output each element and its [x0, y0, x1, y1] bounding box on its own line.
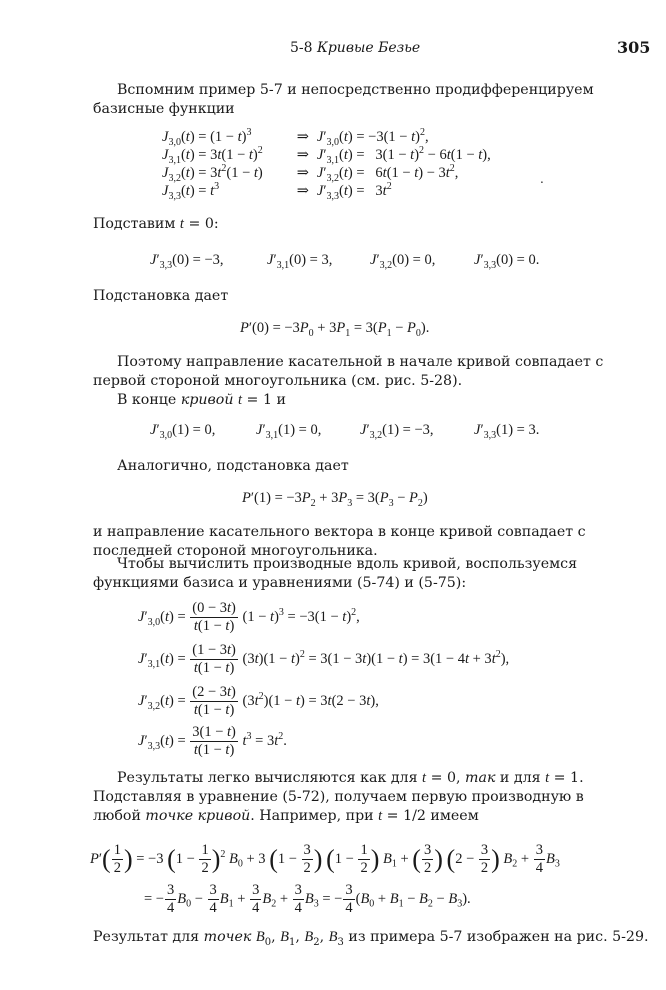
frac-eq-rhs: $(1 - t)^3 = -3(1 - t)^2$, — [242, 607, 360, 625]
section-number: 5-8 — [290, 40, 313, 56]
paragraph-intro: Вспомним пример 5-7 и непосредственно продифференцируем базисные функции — [93, 82, 594, 117]
final-eq-line2: = − $\frac{3}{4}$ $B_0$ − $\frac{3}{4}$ $B_1$ + $\frac{3}{4}$ $B_2$ + $\frac{3}{4}$ $B_3$ = − $\frac{3}{4}$ $(B_0 + B_1 - B_2 - B_3)$. — [144, 882, 471, 916]
implies-arrow: ⇒ — [296, 183, 309, 199]
basis-function: $J_{3,0}(t) = (1 - t)^3$ — [162, 127, 252, 148]
paragraph-substitute-t0: Подставим t = 0: — [93, 216, 219, 232]
implies-arrow: ⇒ — [296, 147, 309, 163]
basis-function: $J_{3,1}(t) = 3t(1 - t)^2$ — [162, 145, 263, 166]
eq-t1-2: $J'_{3,1}(1) = 0$, — [256, 422, 322, 441]
fraction: $\frac{3(1 - t)}{t(1 - t)}$ — [192, 724, 236, 758]
eq-t0-3: $J'_{3,2}(0) = 0$, — [370, 252, 436, 271]
final-eq-line1: P′( $\frac{1}{2}$ ) = −3 (1 − $\frac{1}{2}$ )$^2$ $B_0 + 3$ (1 − $\frac{3}{2}$ ) (1 − $\frac{1}{2}$ ) $B_1$ + ( $\frac{3}{2}$ ) (2 − $\frac{3}{2}$ ) $B_2$ + $\frac{3}{4}$ $B_3$ — [90, 842, 560, 876]
eq-p-prime-1: $P'(1) = -3P_2 + 3P_3 = 3(P_3 - P_2)$ — [242, 490, 428, 509]
frac-eq-rhs: $t^3 = 3t^2$. — [242, 731, 287, 749]
eq-t0-1: $J'_{3,3}(0) = -3$, — [150, 252, 224, 271]
paragraph-similarly: Аналогично, подстановка дает — [117, 458, 349, 474]
frac-eq-j30 — [138, 600, 360, 635]
deriv-row — [158, 146, 495, 164]
paragraph-substitution-gives: Подстановка дает — [93, 288, 229, 304]
frac-eq-j31 — [138, 642, 509, 677]
basis-derivative: $J'_{3,1}(t) = 3(1 - t)^2 - 6t(1 - t)$, — [316, 145, 491, 166]
eq-p-prime-0: $P'(0) = -3P_0 + 3P_1 = 3(P_1 - P_0)$. — [240, 320, 430, 339]
page-number: 305 — [617, 38, 651, 57]
deriv-row — [158, 164, 495, 182]
derivatives-table — [158, 128, 495, 200]
running-title — [290, 40, 420, 56]
paragraph-compute-derivatives: Чтобы вычислить производные вдоль кривой, воспользуемся функциями базиса и уравнениями (5-74) и (5-75): — [93, 556, 578, 591]
fraction: $\frac{(1 - 3t)}{t(1 - t)}$ — [192, 642, 236, 676]
frac-eq-lhs: $J'_{3,1}(t)$ = — [138, 650, 186, 670]
eq-t1-4: $J'_{3,3}(1) = 3$. — [474, 422, 540, 441]
eq-t0-4: $J'_{3,3}(0) = 0$. — [474, 252, 540, 271]
deriv-row — [158, 128, 495, 146]
paragraph-results: Результаты легко вычисляются как для t = 0, так и для t = 1. Подставляя в уравнение (5-72), получаем первую производную в любой точке кривой. Например, при t = 1/2 имеем — [93, 770, 584, 824]
implies-arrow: ⇒ — [296, 165, 309, 181]
basis-derivative: $J'_{3,3}(t) = 3t^2$ — [316, 181, 392, 202]
stray-dot: . — [540, 172, 544, 186]
eq-t0-2: $J'_{3,1}(0) = 3$, — [267, 252, 333, 271]
paragraph-end-t1: В конце кривой t = 1 и — [117, 392, 286, 408]
frac-eq-rhs: $(3t)(1 - t)^2 = 3(1 - 3t)(1 - t) = 3(1 - 4t + 3t^2)$, — [242, 649, 510, 667]
frac-eq-lhs: $J'_{3,0}(t)$ = — [138, 608, 186, 628]
eq-t1-3: $J'_{3,2}(1) = -3$, — [360, 422, 434, 441]
frac-eq-rhs: $(3t^2)(1 - t) = 3t(2 - 3t)$, — [242, 691, 379, 709]
fraction: $\frac{(0 - 3t)}{t(1 - t)}$ — [192, 600, 236, 634]
paragraph-tangent-start: Поэтому направление касательной в начале кривой совпадает с первой стороной многоугольника (см. рис. 5-28). — [93, 354, 604, 389]
basis-derivative: $J'_{3,0}(t) = -3(1 - t)^2$, — [316, 127, 429, 148]
deriv-row — [158, 182, 495, 200]
implies-arrow: ⇒ — [296, 129, 309, 145]
frac-eq-lhs: $J'_{3,2}(t)$ = — [138, 692, 186, 712]
basis-function: $J_{3,2}(t) = 3t^2(1 - t)$ — [162, 163, 263, 184]
section-title: Кривые Безье — [317, 40, 421, 56]
eq-t1-1: $J'_{3,0}(1) = 0$, — [150, 422, 216, 441]
fraction: $\frac{(2 - 3t)}{t(1 - t)}$ — [192, 684, 236, 718]
paragraph-tangent-end: и направление касательного вектора в конце кривой совпадает с последней стороной многоугольника. — [93, 524, 586, 559]
basis-derivative: $J'_{3,2}(t) = 6t(1 - t) - 3t^2$, — [316, 163, 459, 184]
paragraph-result-figure: Результат для точек $B_0$, $B_1$, $B_2$, $B_3$ из примера 5-7 изображен на рис. 5-29. — [93, 929, 649, 948]
frac-eq-j33 — [138, 724, 287, 759]
frac-eq-lhs: $J'_{3,3}(t)$ = — [138, 732, 186, 752]
frac-eq-j32 — [138, 684, 379, 719]
basis-function: $J_{3,3}(t) = t^3$ — [162, 181, 220, 202]
